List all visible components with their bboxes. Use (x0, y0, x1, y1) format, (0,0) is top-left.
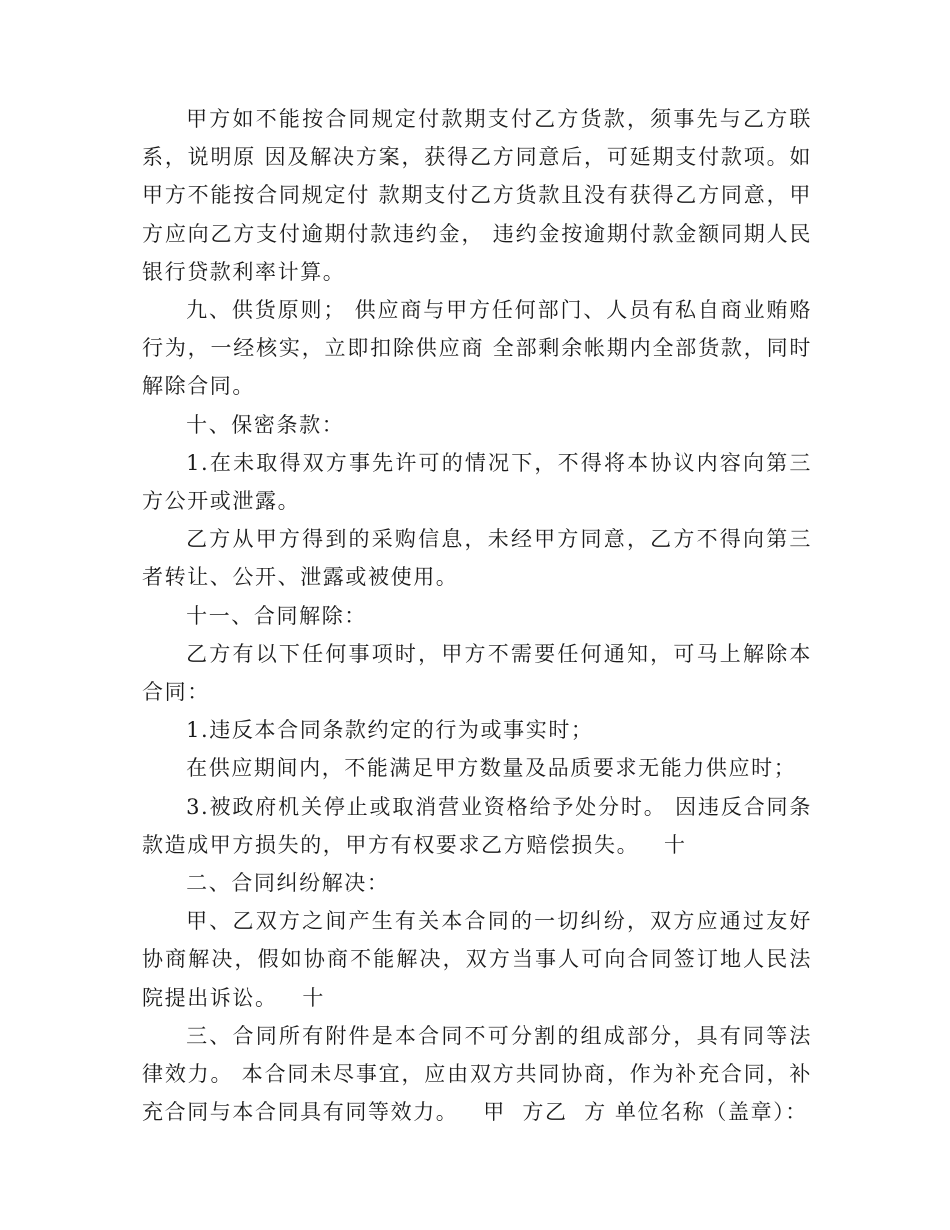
paragraph-termination-intro: 乙方有以下任何事项时，甲方不需要任何通知，可马上解除本合同： (142, 641, 812, 705)
paragraph-confidentiality-2: 乙方从甲方得到的采购信息，未经甲方同意，乙方不得向第三者转让、公开、泄露或被使用。 (142, 527, 812, 590)
paragraph-attachments: 三、合同所有附件是本合同不可分割的组成部分，具有同等法律效力。 本合同未尽事宜，应由双方共同协商，作为补充合同，补充合同与本合同具有同等效力。 甲 方乙 方 单位名称（盖章）： (142, 1023, 812, 1125)
heading-termination: 十一、合同解除： (186, 603, 367, 628)
paragraph-dispute-resolution: 甲、乙双方之间产生有关本合同的一切纠纷，双方应通过友好协商解决，假如协商不能解决，双方当事人可向合同签订地人民法院提出诉讼。 十 (142, 909, 812, 1010)
paragraph-termination-item-2: 在供应期间内，不能满足甲方数量及品质要求无能力供应时； (186, 756, 797, 781)
paragraph-confidentiality-1: 1.在未取得双方事先许可的情况下，不得将本协议内容向第三方公开或泄露。 (142, 450, 812, 514)
paragraph-termination-item-1: 1.违反本合同条款约定的行为或事实时； (186, 718, 594, 743)
contract-page-body (142, 100, 812, 1131)
heading-dispute-resolution: 二、合同纠纷解决： (186, 871, 390, 896)
paragraph-late-payment: 甲方如不能按合同规定付款期支付乙方货款，须事先与乙方联系，说明原 因及解决方案，获得乙方同意后，可延期支付款项。如甲方不能按合同规定付 款期支付乙方货款且没有获得乙方同意，甲方应向乙方支付逾期付款违约金， 违约金按逾期付款金额同期人民银行贷款利率计算。 (142, 107, 812, 284)
paragraph-supply-principle: 九、供货原则； 供应商与甲方任何部门、人员有私自商业贿赂行为，一经核实，立即扣除供应商 全部剩余帐期内全部货款，同时解除合同。 (142, 298, 812, 399)
paragraph-termination-item-3: 3.被政府机关停止或取消营业资格给予处分时。 因违反合同条款造成甲方损失的，甲方有权要求乙方赔偿损失。 十 (142, 794, 812, 857)
heading-confidentiality: 十、保密条款： (186, 412, 345, 437)
